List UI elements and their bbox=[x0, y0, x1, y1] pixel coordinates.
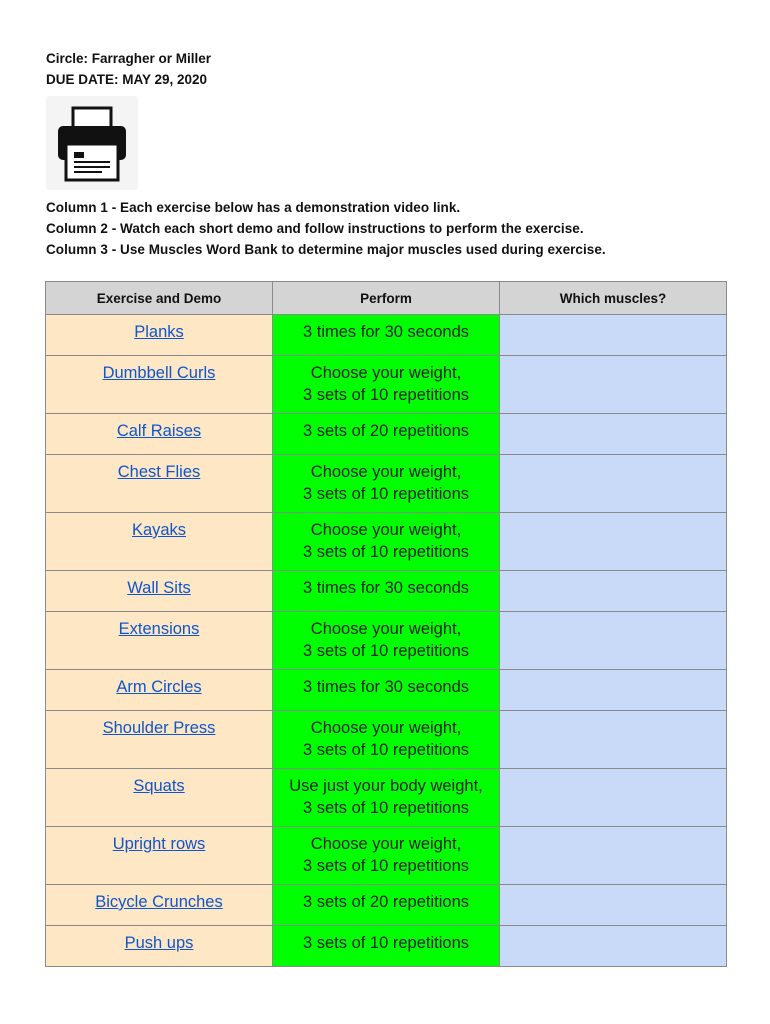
perform-line: Choose your weight, bbox=[310, 835, 462, 853]
perform-line: 3 sets of 10 repetitions bbox=[302, 484, 469, 503]
table-row bbox=[46, 827, 727, 885]
perform-cell bbox=[273, 414, 500, 455]
perform-line: 3 sets of 10 repetitions bbox=[302, 641, 469, 660]
muscles-input-cell[interactable] bbox=[500, 827, 727, 885]
muscles-input-cell[interactable] bbox=[500, 885, 727, 926]
perform-line: Choose your weight, bbox=[310, 364, 462, 382]
exercise-cell bbox=[46, 711, 273, 769]
perform-cell bbox=[273, 571, 500, 612]
perform-cell bbox=[273, 926, 500, 967]
exercise-cell bbox=[46, 670, 273, 711]
table-row bbox=[46, 455, 727, 513]
exercise-demo-link[interactable]: Kayaks bbox=[131, 521, 187, 539]
exercise-cell bbox=[46, 315, 273, 356]
exercise-demo-link[interactable]: Bicycle Crunches bbox=[95, 893, 223, 911]
perform-line: 3 sets of 10 repetitions bbox=[302, 385, 469, 404]
perform-cell bbox=[273, 315, 500, 356]
perform-cell bbox=[273, 455, 500, 513]
table-row bbox=[46, 926, 727, 967]
header-perform: Perform bbox=[273, 282, 500, 315]
exercise-cell bbox=[46, 513, 273, 571]
table-row bbox=[46, 612, 727, 670]
perform-line: 3 times for 30 seconds bbox=[303, 579, 469, 597]
perform-cell bbox=[273, 827, 500, 885]
circle-teacher-line: Circle: Farragher or Miller bbox=[46, 51, 212, 66]
instructions bbox=[46, 197, 606, 260]
muscles-input-cell[interactable] bbox=[500, 769, 727, 827]
instruction-column-2: Column 2 - Watch each short demo and follow instructions to perform the exercise. bbox=[46, 221, 584, 236]
exercise-demo-link[interactable]: Dumbbell Curls bbox=[102, 364, 216, 382]
table-row bbox=[46, 356, 727, 414]
table-header-row bbox=[46, 282, 727, 315]
muscles-input-cell[interactable] bbox=[500, 414, 727, 455]
exercise-cell bbox=[46, 455, 273, 513]
perform-line: 3 sets of 20 repetitions bbox=[302, 893, 469, 911]
muscles-input-cell[interactable] bbox=[500, 356, 727, 414]
exercise-table bbox=[45, 281, 727, 967]
muscles-input-cell[interactable] bbox=[500, 670, 727, 711]
perform-line: Choose your weight, bbox=[310, 521, 462, 539]
printer-icon[interactable] bbox=[46, 96, 138, 190]
exercise-cell bbox=[46, 414, 273, 455]
table-row bbox=[46, 315, 727, 356]
muscles-input-cell[interactable] bbox=[500, 455, 727, 513]
exercise-demo-link[interactable]: Upright rows bbox=[112, 835, 206, 853]
exercise-demo-link[interactable]: Shoulder Press bbox=[102, 719, 216, 737]
perform-line: 3 times for 30 seconds bbox=[303, 678, 469, 696]
header bbox=[46, 48, 211, 90]
perform-line: Choose your weight, bbox=[310, 463, 462, 481]
exercise-demo-link[interactable]: Chest Flies bbox=[117, 463, 201, 481]
perform-line: 3 sets of 10 repetitions bbox=[302, 856, 469, 875]
exercise-demo-link[interactable]: Planks bbox=[134, 323, 184, 341]
perform-cell bbox=[273, 612, 500, 670]
muscles-input-cell[interactable] bbox=[500, 315, 727, 356]
perform-line: 3 sets of 10 repetitions bbox=[302, 934, 469, 952]
table-row bbox=[46, 571, 727, 612]
exercise-demo-link[interactable]: Wall Sits bbox=[127, 579, 191, 597]
exercise-cell bbox=[46, 769, 273, 827]
perform-cell bbox=[273, 711, 500, 769]
printer-icon-graphic bbox=[46, 96, 138, 190]
muscles-input-cell[interactable] bbox=[500, 571, 727, 612]
exercise-demo-link[interactable]: Calf Raises bbox=[116, 422, 202, 440]
instruction-column-3: Column 3 - Use Muscles Word Bank to determine major muscles used during exercise. bbox=[46, 242, 606, 257]
table-row bbox=[46, 414, 727, 455]
muscles-input-cell[interactable] bbox=[500, 612, 727, 670]
table-row bbox=[46, 513, 727, 571]
perform-cell bbox=[273, 769, 500, 827]
perform-line: 3 sets of 10 repetitions bbox=[302, 798, 469, 817]
exercise-cell bbox=[46, 356, 273, 414]
perform-line: 3 sets of 20 repetitions bbox=[302, 422, 469, 440]
perform-cell bbox=[273, 885, 500, 926]
exercise-cell bbox=[46, 926, 273, 967]
muscles-input-cell[interactable] bbox=[500, 513, 727, 571]
exercise-demo-link[interactable]: Squats bbox=[133, 777, 185, 795]
perform-line: 3 sets of 10 repetitions bbox=[302, 740, 469, 759]
perform-line: 3 times for 30 seconds bbox=[303, 323, 469, 341]
perform-cell bbox=[273, 513, 500, 571]
exercise-cell bbox=[46, 612, 273, 670]
table-row bbox=[46, 769, 727, 827]
muscles-input-cell[interactable] bbox=[500, 926, 727, 967]
perform-line: Choose your weight, bbox=[310, 620, 462, 638]
perform-line: 3 sets of 10 repetitions bbox=[302, 542, 469, 561]
perform-line: Use just your body weight, bbox=[289, 777, 483, 795]
table-row bbox=[46, 885, 727, 926]
header-exercise-and-demo: Exercise and Demo bbox=[46, 282, 273, 315]
due-date-line: DUE DATE: MAY 29, 2020 bbox=[46, 72, 208, 87]
exercise-demo-link[interactable]: Extensions bbox=[118, 620, 200, 638]
perform-cell bbox=[273, 356, 500, 414]
exercise-demo-link[interactable]: Arm Circles bbox=[116, 678, 202, 696]
instruction-column-1: Column 1 - Each exercise below has a demonstration video link. bbox=[46, 200, 461, 215]
exercise-cell bbox=[46, 885, 273, 926]
exercise-cell bbox=[46, 571, 273, 612]
header-which-muscles: Which muscles? bbox=[500, 282, 727, 315]
perform-line: Choose your weight, bbox=[310, 719, 462, 737]
muscles-input-cell[interactable] bbox=[500, 711, 727, 769]
exercise-demo-link[interactable]: Push ups bbox=[124, 934, 194, 952]
table-row bbox=[46, 711, 727, 769]
exercise-cell bbox=[46, 827, 273, 885]
perform-cell bbox=[273, 670, 500, 711]
table-row bbox=[46, 670, 727, 711]
